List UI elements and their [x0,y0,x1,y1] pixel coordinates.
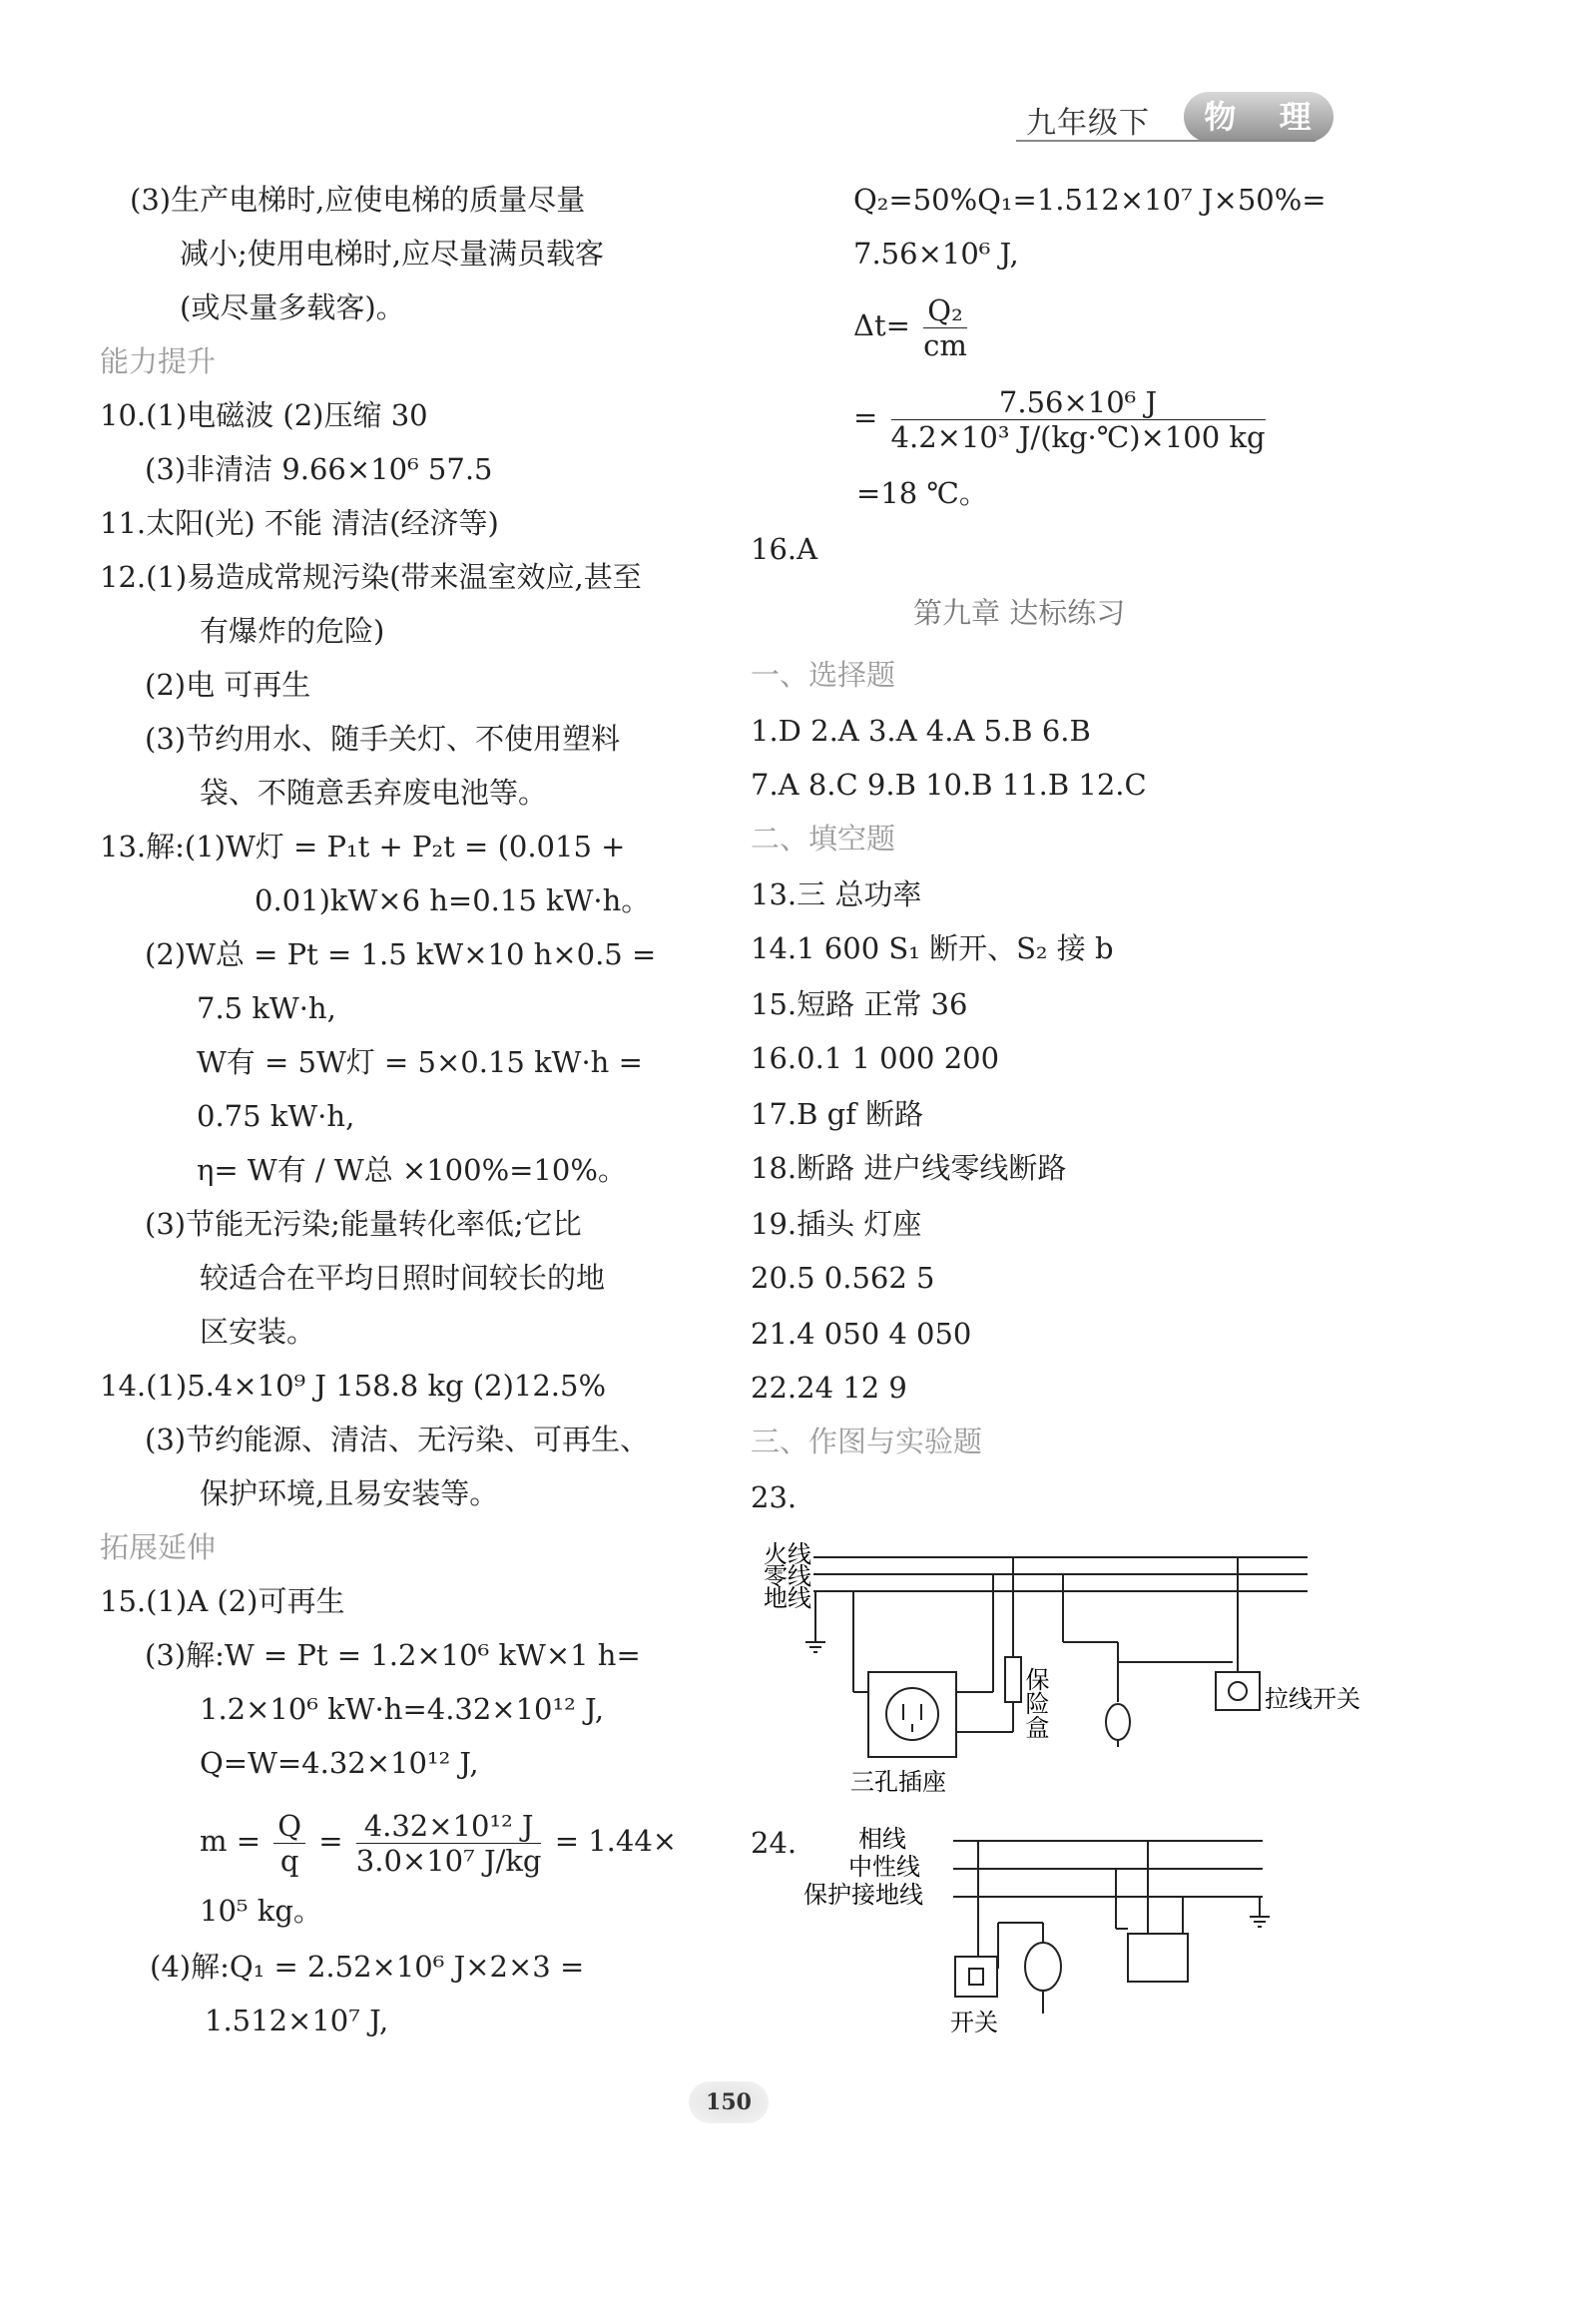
text-line: (或尽量多载客)。 [180,290,405,324]
label-live: 火线 [764,1540,811,1568]
formula-rhs: = 1.44× [554,1824,678,1858]
label-pe: 保护接地线 [803,1881,923,1909]
numerator: Q [273,1809,305,1844]
denominator: q [279,1843,299,1878]
numerator: 4.32×10¹² J [356,1809,542,1844]
text-line: Q₂=50%Q₁=1.512×10⁷ J×50%= [853,183,1327,217]
label-switch: 开关 [950,2009,998,2036]
fill-answer: 22.24 12 9 [751,1371,907,1405]
answer-15-cont: 1.2×10⁶ kW·h=4.32×10¹² J, [200,1692,605,1726]
text-line: 减小;使用电梯时,应尽量满员载客 [180,237,604,271]
fraction [923,293,967,362]
section-heading: 一、选择题 [751,658,896,692]
page-number: 150 [689,2081,769,2123]
answer-13-cont: (3)节能无污染;能量转化率低;它比 [145,1207,582,1241]
fill-answer: 17.B gf 断路 [751,1097,924,1131]
section-heading: 拓展延伸 [100,1530,217,1564]
denominator: 3.0×10⁷ J/kg [355,1843,542,1878]
mc-answers: 7.A 8.C 9.B 10.B 11.B 12.C [751,768,1147,802]
answer-13-cont: 较适合在平均日照时间较长的地 [200,1261,606,1295]
socket-box [868,1672,956,1757]
answer-13-cont: 0.01)kW×6 h=0.15 kW·h。 [255,883,651,917]
header-rule [1016,140,1316,142]
answer-13-cont: η= W有 / W总 ×100%=10%。 [197,1153,627,1187]
wiring-diagram-24 [798,1819,1298,2048]
fill-answer: 19.插头 灯座 [751,1207,922,1241]
fill-answer: 15.短路 正常 36 [751,987,968,1021]
label-fuse: 保险盒 [1021,1667,1049,1739]
label-neutral: 中性线 [848,1853,920,1881]
delta-t-value [853,381,1270,454]
answer-10: 10.(1)电磁波 (2)压缩 30 [100,398,428,432]
label-socket: 三孔插座 [850,1768,946,1796]
bulb-icon [1025,1943,1061,1991]
denominator: 4.2×10³ J/(kg·℃)×100 kg [890,419,1266,454]
answer-16: 16.A [751,532,818,566]
mc-answers: 1.D 2.A 3.A 4.A 5.B 6.B [751,714,1091,748]
fraction [891,385,1266,454]
fuse-box [1005,1657,1021,1702]
answer-13-cont: (2)W总 = Pt = 1.5 kW×10 h×0.5 = [145,937,657,971]
answer-15-fraction-line: m = $\frac{Q}{q}$ = $\frac{\text{4.32×10¹² J}}{\text{3.0×10⁷ J/kg}}$ = 1.44× [200,1808,678,1878]
text-line: (3)生产电梯时,应使电梯的质量尽量 [130,183,586,217]
answer-15-cont: (4)解:Q₁ = 2.52×10⁶ J×2×3 = [150,1950,585,1984]
text-line: =18 ℃。 [856,476,988,510]
equals-sign: = [853,400,878,434]
formula-lhs: Δt= [853,308,910,342]
answer-12-cont: 袋、不随意丢弃废电池等。 [200,776,548,810]
answer-13: 13.解:(1)W灯 = P₁t + P₂t = (0.015 + [100,830,626,864]
answer-13-cont: 区安装。 [200,1315,316,1349]
section-heading: 三、作图与实验题 [751,1425,983,1458]
grade-label: 九年级下 [1026,106,1150,141]
answer-11: 11.太阳(光) 不能 清洁(经济等) [100,506,499,540]
numerator: Q₂ [923,293,967,328]
label-switch-text: 拉线开关 [1265,1685,1360,1713]
pull-switch-box [1216,1672,1260,1710]
fill-answer: 14.1 600 S₁ 断开、S₂ 接 b [751,931,1114,965]
answer-15-cont: 1.512×10⁷ J, [205,2004,389,2037]
answer-13-cont: 7.5 kW·h, [197,991,336,1025]
fill-answer: 20.5 0.562 5 [751,1261,935,1295]
answer-15-cont: 10⁵ kg。 [200,1894,322,1928]
answer-15-cont: (3)解:W = Pt = 1.2×10⁶ kW×1 h= [145,1638,641,1672]
answer-14: 14.(1)5.4×10⁹ J 158.8 kg (2)12.5% [100,1369,607,1403]
numerator: 7.56×10⁶ J [891,385,1266,420]
answer-10-cont: (3)非清洁 9.66×10⁶ 57.5 [145,452,493,486]
chapter-title: 第九章 达标练习 [913,596,1126,630]
fraction [273,1809,305,1878]
answer-24-label: 24. [751,1826,798,1860]
answer-15: 15.(1)A (2)可再生 [100,1584,345,1618]
answer-23-label: 23. [751,1480,798,1514]
answer-12: 12.(1)易造成常规污染(带来温室效应,甚至 [100,560,642,594]
socket-box [1128,1934,1188,1982]
answer-12-cont: (2)电 可再生 [145,668,311,702]
fill-answer: 21.4 050 4 050 [751,1317,972,1351]
section-heading: 二、填空题 [751,822,896,856]
text-line: 7.56×10⁶ J, [853,237,1019,271]
denominator: cm [923,327,967,362]
label-neutral: 零线 [764,1562,811,1590]
page-header [1008,92,1337,144]
answer-14-cont: (3)节约能源、清洁、无污染、可再生、 [145,1423,650,1456]
section-heading: 能力提升 [100,344,217,378]
answer-13-cont: 0.75 kW·h, [197,1099,355,1133]
label-phase: 相线 [858,1825,906,1853]
answer-13-cont: W有 = 5W灯 = 5×0.15 kW·h = [197,1045,643,1079]
label-ground: 地线 [764,1584,811,1612]
fill-answer: 18.断路 进户线零线断路 [751,1151,1067,1185]
subject-badge: 物 理 [1184,92,1333,142]
answer-12-cont: (3)节约用水、随手关灯、不使用塑料 [145,722,621,756]
fraction [356,1809,542,1878]
answer-15-cont: Q=W=4.32×10¹² J, [200,1746,479,1780]
fill-answer: 13.三 总功率 [751,877,922,911]
label-switch [1265,1685,1360,1713]
fill-answer: 16.0.1 1 000 200 [751,1041,1000,1075]
switch-box [955,1957,997,1997]
answer-14-cont: 保护环境,且易安装等。 [200,1476,499,1510]
answer-12-cont: 有爆炸的危险) [200,614,385,648]
formula-lhs: m = [200,1824,262,1858]
delta-t-formula [853,289,971,362]
wiring-diagram-23 [754,1532,1360,1822]
bulb-icon [1106,1704,1130,1740]
